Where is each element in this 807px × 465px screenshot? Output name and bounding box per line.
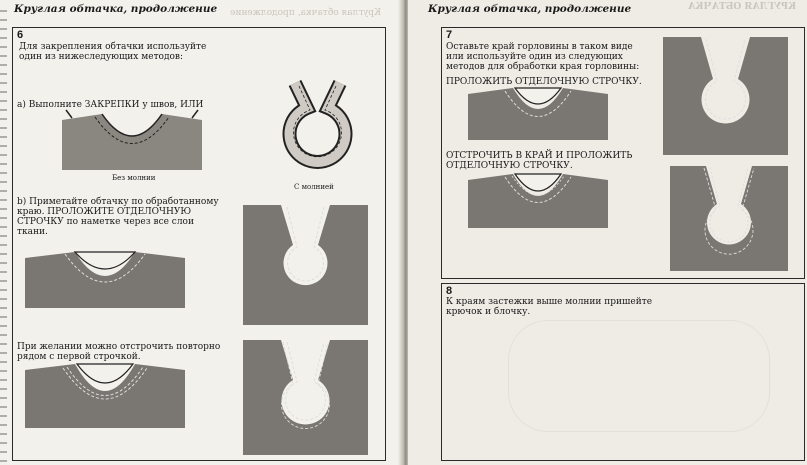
option-b-text [17, 197, 219, 237]
step8-line-1: К краям застежки выше молнии пришейте [446, 297, 653, 307]
step8-line-2: крючок и блочку. [446, 307, 531, 317]
method-1-text: ПРОЛОЖИТЬ ОТДЕЛОЧНУЮ СТРОЧКУ. [446, 77, 642, 87]
bleed-through-text: Круглая обтачка, продолжение [230, 8, 381, 18]
option-b-line-1: b) Приметайте обтачку по обработанному [17, 197, 219, 207]
bleed-through-figure [508, 320, 770, 432]
bleed-through-title: КРУГЛАЯ ОБТАЧКА [688, 2, 797, 12]
neckline-double-stitch-illustration [25, 362, 185, 432]
step7-line-1: Оставьте край горловины в таком виде [446, 42, 633, 52]
repeat-line-1: При желании можно отстрочить повторно [17, 342, 221, 352]
repeat-line-2: рядом с первой строчкой. [17, 352, 141, 362]
method-2-front-illustration [468, 172, 608, 230]
neckline-no-zipper-illustration [62, 108, 202, 178]
step-6-intro [19, 42, 206, 62]
step7-line-2: или используйте один из следующих [446, 52, 623, 62]
neckline-with-zipper-illustration [255, 78, 380, 186]
caption-no-zipper: Без молнии [112, 174, 156, 182]
option-a-text: a) Выполните ЗАКРЕПКИ у швов, ИЛИ [17, 100, 204, 110]
method-1-back-illustration [663, 37, 788, 155]
step-7-intro [446, 42, 639, 72]
binding-spiral [0, 10, 7, 465]
method2-line-1: ОТСТРОЧИТЬ В КРАЙ И ПРОЛОЖИТЬ [446, 151, 633, 161]
caption-with-zipper: С молнией [294, 183, 334, 191]
method-2-back-illustration [670, 166, 788, 271]
right-running-head: Круглая обтачка, продолжение [428, 3, 632, 15]
repeat-note-text [17, 342, 220, 362]
step-7-number: 7 [446, 29, 453, 41]
step-8-number: 8 [446, 285, 453, 297]
left-page [0, 0, 402, 465]
option-b-line-4: ткани. [17, 227, 48, 237]
left-running-head: Круглая обтачка, продолжение [14, 3, 218, 15]
right-page [408, 0, 807, 465]
option-b-line-2: краю. ПРОЛОЖИТЕ ОТДЕЛОЧНУЮ [17, 207, 192, 217]
neckline-topstitched-illustration [25, 248, 185, 310]
method-1-front-illustration [468, 86, 608, 142]
method-2-text [446, 151, 632, 171]
neckline-round-right-illustration [243, 205, 368, 325]
step-6-number: 6 [17, 29, 24, 41]
neckline-double-stitch-right-illustration [243, 340, 368, 455]
step7-line-3: методов для обработки края горловины: [446, 62, 640, 72]
option-b-line-3: СТРОЧКУ по наметке через все слои [17, 217, 194, 227]
step-8-text [446, 297, 652, 317]
intro-line-1: Для закрепления обтачки используйте [19, 42, 207, 52]
method2-line-2: ОТДЕЛОЧНУЮ СТРОЧКУ. [446, 161, 573, 171]
intro-line-2: один из нижеследующих методов: [19, 52, 184, 62]
